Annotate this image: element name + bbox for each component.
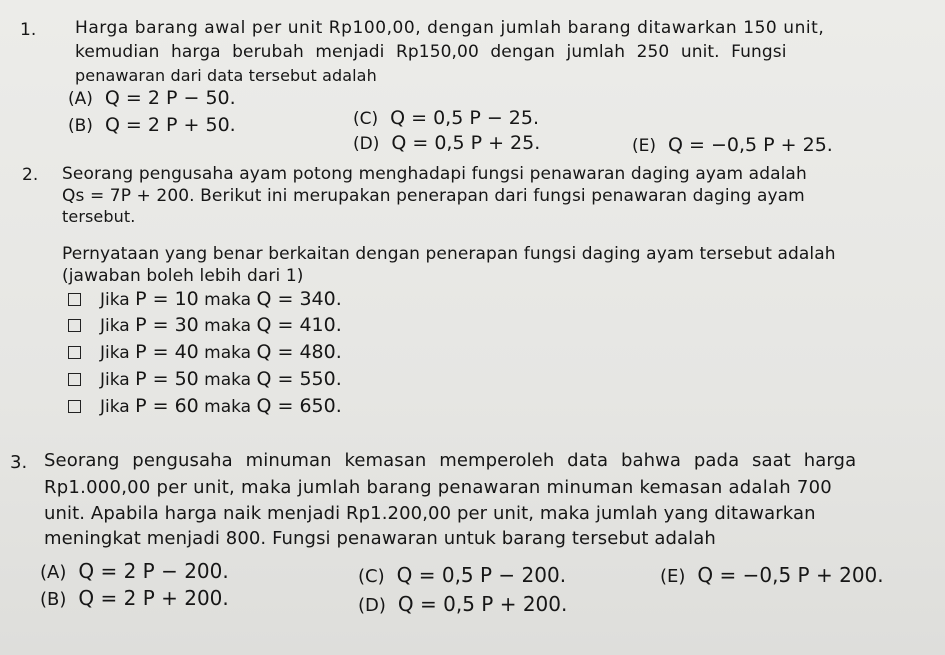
q3-option-d-label: (D) [358,595,386,616]
q3-option-b-label: (B) [40,589,67,610]
q2-statement-3-q: Q = 480. [256,341,342,363]
q2-statement-1-prefix: Jika [100,290,130,310]
q2-statement-1-p: P = 10 [135,288,199,310]
q3-line-4: meningkat menjadi 800. Fungsi penawaran untuk barang tersebut adalah [44,528,716,549]
q2-statement-5-mid: maka [204,397,252,417]
q1-option-b-text: Q = 2 P + 50. [104,114,236,136]
q2-statement-2-prefix: Jika [100,316,130,336]
q3-option-a-text: Q = 2 P − 200. [78,559,229,583]
q2-checkbox-3[interactable] [68,346,81,359]
q1-option-b-label: (B) [68,116,93,136]
q1-number: 1. [20,20,37,40]
q2-prompt-line-1: Pernyataan yang benar berkaitan dengan penerapan fungsi daging ayam tersebut adalah [62,244,836,264]
q3-option-e-label: (E) [660,566,686,587]
show-through-marks [430,250,730,450]
q3-line-1: Seorang pengusaha minuman kemasan memperoleh data bahwa pada saat harga [44,450,857,471]
q2-statement-4-prefix: Jika [100,370,130,390]
q2-statement-5-prefix: Jika [100,397,130,417]
q2-checkbox-5[interactable] [68,400,81,413]
q3-option-e[interactable] [660,563,884,587]
q2-statement-3-prefix: Jika [100,343,130,363]
q2-statement-5 [100,395,342,417]
q1-option-d-label: (D) [353,134,380,154]
q1-option-e-label: (E) [632,136,657,156]
q3-option-b-text: Q = 2 P + 200. [78,586,229,610]
q1-line-3: penawaran dari data tersebut adalah [75,66,377,85]
q2-statement-4 [100,368,342,390]
q1-option-a-label: (A) [68,89,93,109]
q2-line-3: tersebut. [62,207,136,226]
q2-checkbox-1[interactable] [68,293,81,306]
q2-checkbox-2[interactable] [68,319,81,332]
q1-option-a-text: Q = 2 P − 50. [104,87,236,109]
q2-statement-1 [100,288,342,310]
q3-option-c[interactable] [358,563,566,587]
q2-statement-2-q: Q = 410. [256,314,342,336]
q2-statement-4-mid: maka [204,370,252,390]
q1-option-e-text: Q = −0,5 P + 25. [668,134,833,156]
q2-statement-1-mid: maka [204,290,252,310]
q2-line-2: Qs = 7P + 200. Berikut ini merupakan penerapan dari fungsi penawaran daging ayam [62,186,805,206]
q1-option-c-text: Q = 0,5 P − 25. [390,107,540,129]
q2-checkbox-4[interactable] [68,373,81,386]
q1-option-a[interactable] [68,87,236,109]
q1-option-b[interactable] [68,114,236,136]
q2-statement-2-mid: maka [204,316,252,336]
q1-option-d[interactable] [353,132,540,154]
q2-statement-3 [100,341,342,363]
q3-option-e-text: Q = −0,5 P + 200. [697,563,884,587]
q2-prompt-line-2: (jawaban boleh lebih dari 1) [62,266,304,286]
q3-option-a[interactable] [40,559,229,583]
q3-option-a-label: (A) [40,562,67,583]
q2-statement-2 [100,314,342,336]
q2-statement-5-p: P = 60 [135,395,199,417]
q1-option-c[interactable] [353,107,539,129]
q2-statement-4-q: Q = 550. [256,368,342,390]
q1-option-e[interactable] [632,134,833,156]
q3-option-b[interactable] [40,586,229,610]
q2-statement-2-p: P = 30 [135,314,199,336]
q3-line-2: Rp1.000,00 per unit, maka jumlah barang penawaran minuman kemasan adalah 700 [44,477,832,498]
q2-statement-1-q: Q = 340. [256,288,342,310]
q2-line-1: Seorang pengusaha ayam potong menghadapi fungsi penawaran daging ayam adalah [62,164,807,184]
q2-statement-3-mid: maka [204,343,252,363]
q2-statement-5-q: Q = 650. [256,395,342,417]
q2-number: 2. [22,165,39,185]
q2-statement-3-p: P = 40 [135,341,199,363]
q1-option-c-label: (C) [353,109,379,129]
q3-line-3: unit. Apabila harga naik menjadi Rp1.200,00 per unit, maka jumlah yang ditawarkan [44,503,816,524]
q3-option-c-label: (C) [358,566,385,587]
q3-number: 3. [10,452,28,473]
q1-option-d-text: Q = 0,5 P + 25. [391,132,541,154]
q3-option-d[interactable] [358,592,567,616]
q2-statement-4-p: P = 50 [135,368,199,390]
q3-option-c-text: Q = 0,5 P − 200. [396,563,567,587]
q3-option-d-text: Q = 0,5 P + 200. [397,592,568,616]
q1-line-1: Harga barang awal per unit Rp100,00, dengan jumlah barang ditawarkan 150 unit, [75,18,825,38]
q1-line-2: kemudian harga berubah menjadi Rp150,00 dengan jumlah 250 unit. Fungsi [75,42,787,62]
